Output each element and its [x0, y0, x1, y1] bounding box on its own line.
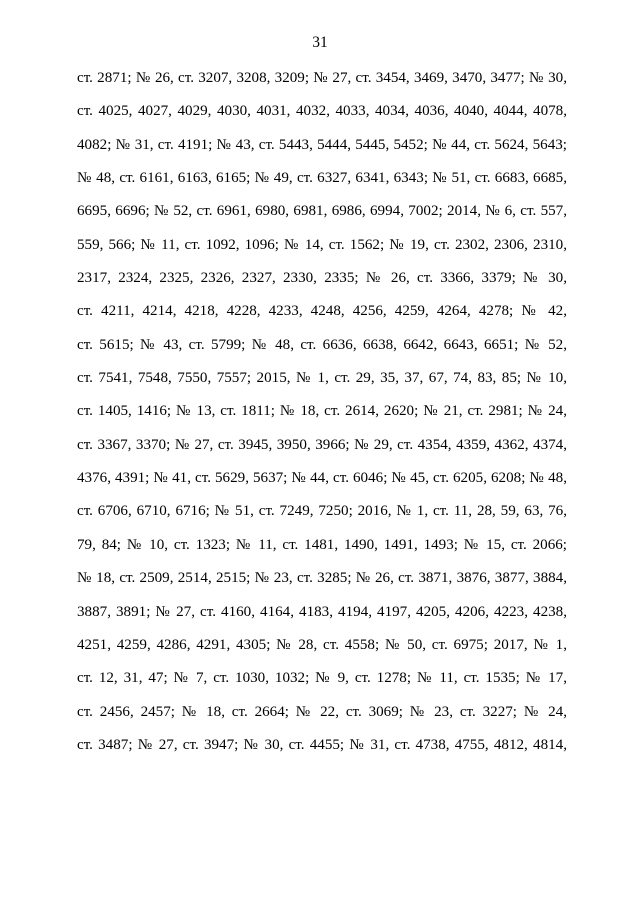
text-line: 4376, 4391; № 41, ст. 5629, 5637; № 44, ст. 6046; № 45, ст. 6205, 6208; № 48, [77, 470, 567, 487]
body-text [77, 66, 567, 766]
text-line: 4251, 4259, 4286, 4291, 4305; № 28, ст. 4558; № 50, ст. 6975; 2017, № 1, [77, 636, 567, 653]
text-line: № 18, ст. 2509, 2514, 2515; № 23, ст. 3285; № 26, ст. 3871, 3876, 3877, 3884, [77, 570, 567, 587]
text-line: ст. 5615; № 43, ст. 5799; № 48, ст. 6636, 6638, 6642, 6643, 6651; № 52, [77, 336, 567, 353]
text-line: № 48, ст. 6161, 6163, 6165; № 49, ст. 6327, 6341, 6343; № 51, ст. 6683, 6685, [77, 170, 567, 187]
text-line: ст. 3487; № 27, ст. 3947; № 30, ст. 4455; № 31, ст. 4738, 4755, 4812, 4814, [77, 736, 567, 753]
text-line: 6695, 6696; № 52, ст. 6961, 6980, 6981, 6986, 6994, 7002; 2014, № 6, ст. 557, [77, 203, 567, 220]
text-line: ст. 2456, 2457; № 18, ст. 2664; № 22, ст. 3069; № 23, ст. 3227; № 24, [77, 703, 567, 720]
text-line: ст. 6706, 6710, 6716; № 51, ст. 7249, 7250; 2016, № 1, ст. 11, 28, 59, 63, 76, [77, 503, 567, 520]
text-line: ст. 4211, 4214, 4218, 4228, 4233, 4248, 4256, 4259, 4264, 4278; № 42, [77, 303, 567, 320]
text-line: ст. 4025, 4027, 4029, 4030, 4031, 4032, 4033, 4034, 4036, 4040, 4044, 4078, [77, 103, 567, 120]
text-line: ст. 2871; № 26, ст. 3207, 3208, 3209; № 27, ст. 3454, 3469, 3470, 3477; № 30, [77, 70, 567, 86]
text-line: 559, 566; № 11, ст. 1092, 1096; № 14, ст. 1562; № 19, ст. 2302, 2306, 2310, [77, 236, 567, 253]
text-line: ст. 12, 31, 47; № 7, ст. 1030, 1032; № 9, ст. 1278; № 11, ст. 1535; № 17, [77, 670, 567, 687]
text-line: 4082; № 31, ст. 4191; № 43, ст. 5443, 5444, 5445, 5452; № 44, ст. 5624, 5643; [77, 136, 567, 153]
text-line: ст. 7541, 7548, 7550, 7557; 2015, № 1, ст. 29, 35, 37, 67, 74, 83, 85; № 10, [77, 370, 567, 387]
text-line: ст. 1405, 1416; № 13, ст. 1811; № 18, ст. 2614, 2620; № 21, ст. 2981; № 24, [77, 403, 567, 420]
text-line: 79, 84; № 10, ст. 1323; № 11, ст. 1481, 1490, 1491, 1493; № 15, ст. 2066; [77, 536, 567, 553]
page-number: 31 [312, 34, 328, 51]
text-line: 3887, 3891; № 27, ст. 4160, 4164, 4183, 4194, 4197, 4205, 4206, 4223, 4238, [77, 603, 567, 620]
text-line: 2317, 2324, 2325, 2326, 2327, 2330, 2335; № 26, ст. 3366, 3379; № 30, [77, 270, 567, 287]
text-line: ст. 3367, 3370; № 27, ст. 3945, 3950, 3966; № 29, ст. 4354, 4359, 4362, 4374, [77, 436, 567, 453]
